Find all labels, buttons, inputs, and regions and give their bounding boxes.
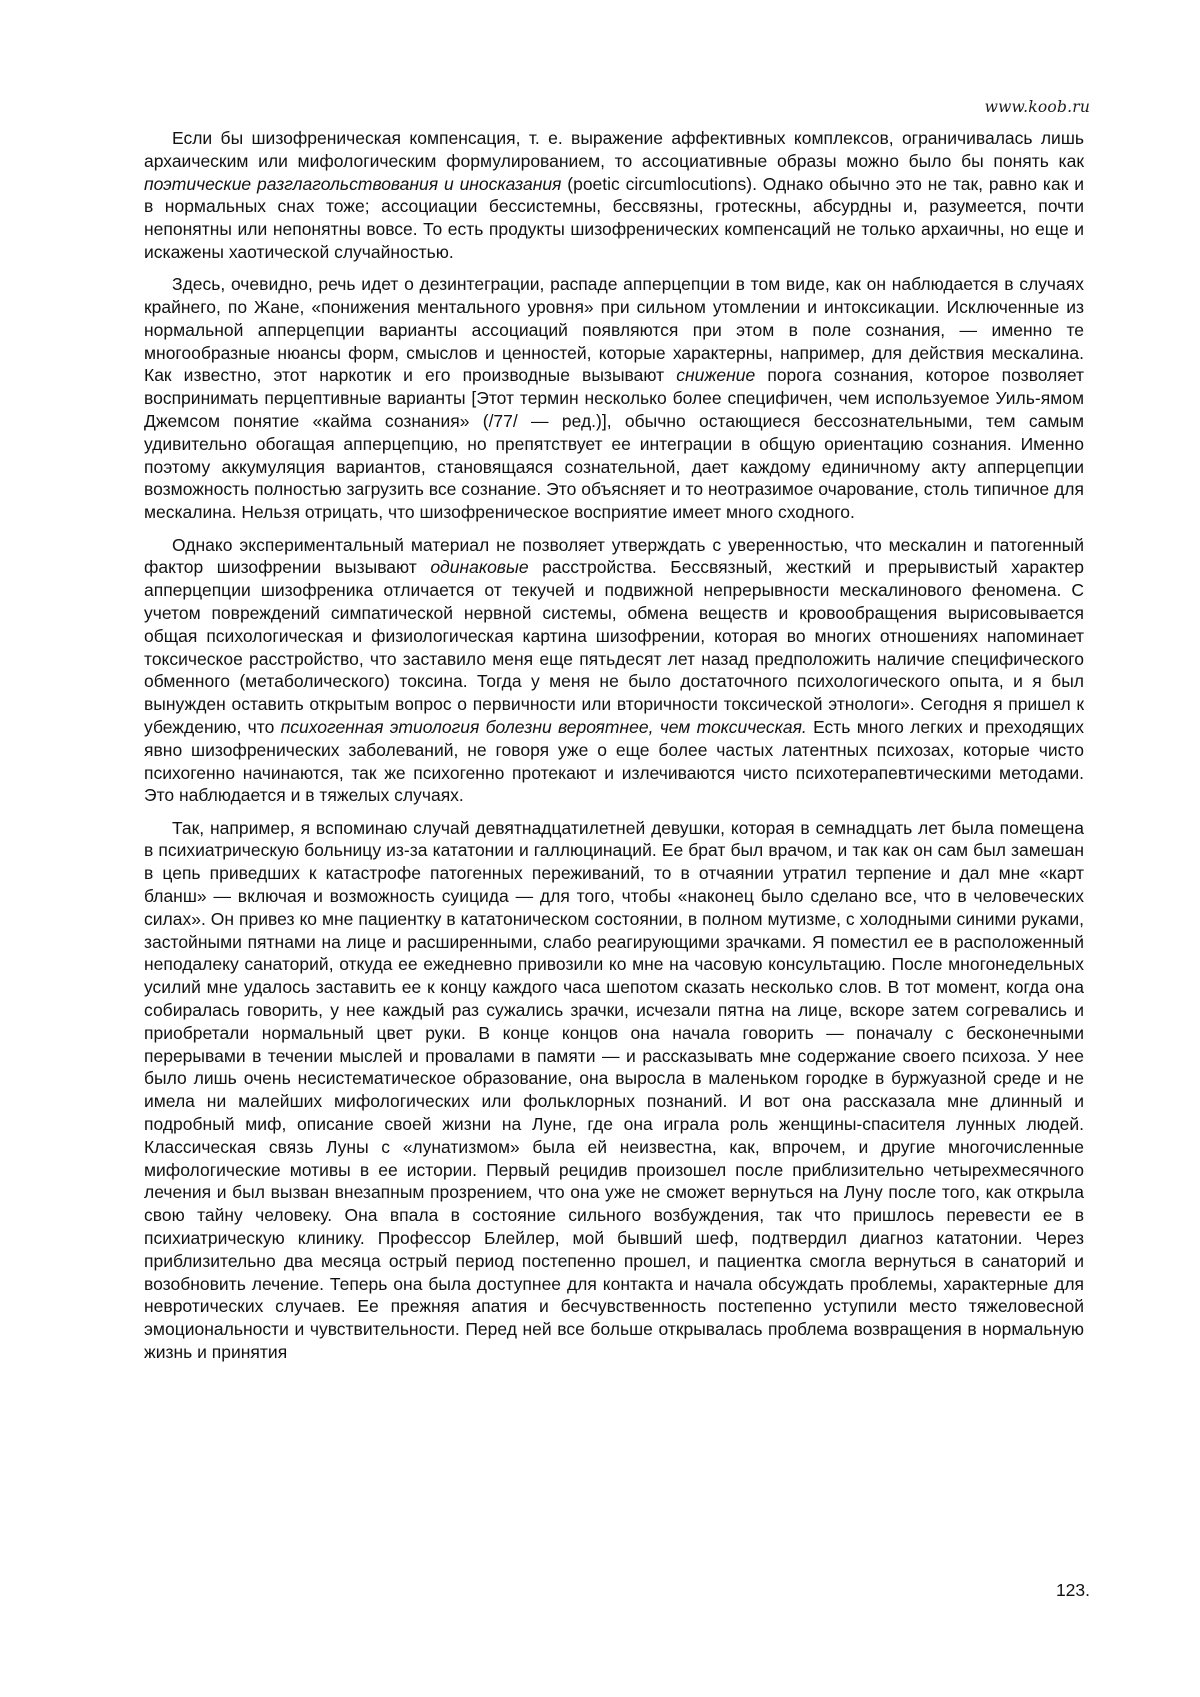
paragraph: Так, например, я вспоминаю случай девятнадцатилетней девушки, которая в семнадцать лет была помещена в психиатрическую больницу из-за кататонии и галлюцинаций. Ее брат был врачом, и так как он сам был замешан в цепь приведших к катастрофе патогенных переживаний, то в отчаянии утратил терпение и дал мне «карт бланш» — включая и возможность суицида — для того, чтобы «наконец было сделано все, что в человеческих силах». Он привез ко мне пациентку в кататоническом состоянии, в полном мутизме, с холодными синими руками, застойными пятнами на лице и расширенными, слабо реагирующими зрачками. Я поместил ее в расположенный неподалеку санаторий, откуда ее ежедневно привозили ко мне на часовую консультацию. После многонедельных усилий мне удалось заставить ее к концу каждого часа шепотом сказать несколько слов. В тот момент, когда она собиралась говорить, у нее каждый раз сужались зрачки, исчезали пятна на лице, вскоре затем согревались и приобретали нормальный цвет руки. В конце концов она начала говорить — поначалу с бесконечными перерывами в течении мыслей и провалами в памяти — и рассказывать мне содержание своего психоза. У нее было лишь очень несистематическое образование, она выросла в маленьком городке в буржуазной среде и не имела ни малейших мифологических или фольклорных познаний. И вот она рассказала мне длинный и подробный миф, описание своей жизни на Луне, где она играла роль женщины-спасителя лунных людей. Классическая связь Луны с «лунатизмом» была ей неизвестна, как, впрочем, и другие многочисленные мифологические мотивы в ее истории. Первый рецидив произошел после приблизительно четырехмесячного лечения и был вызван внезапным прозрением, что она уже не сможет вернуться на Луну после того, как открыла свою тайну человеку. Она впала в состояние сильного возбуждения, так что пришлось перевести ее в психиатрическую клинику. Профессор Блейлер, мой бывший шеф, подтвердил диагноз кататонии. Через приблизительно два месяца острый период постепенно прошел, и пациентка смогла вернуться в санаторий и возобновить лечение. Теперь она была доступнее для контакта и начала обсуждать проблемы, характерные для невротических случаев. Ее прежняя апатия и бесчувственность постепенно уступили место тяжеловесной эмоциональности и чувствительности. Перед ней все больше открывалась проблема возвращения в нормальную жизнь и принятия xyxy=(144,817,1084,1362)
emphasis-text: одинаковые xyxy=(430,557,529,578)
emphasis-text: снижение xyxy=(676,365,756,386)
emphasis-text: поэтические разглагольствования и иносказания xyxy=(144,173,562,194)
site-watermark: www.koob.ru xyxy=(984,98,1090,116)
body-text xyxy=(144,127,1084,1373)
paragraph: Однако экспериментальный материал не позволяет утверждать с уверенностью, что мескалин и патогенный фактор шизофрении вызывают одинаковые расстройства. Бессвязный, жесткий и прерывистый характер апперцепции шизофреника отличается от текучей и подвижной непрерывности мескалинового феномена. С учетом повреждений симпатической нервной системы, обмена веществ и кровообращения вырисовывается общая психологическая и физиологическая картина шизофрении, которая во многих отношениях напоминает токсическое расстройство, что заставило меня еще пятьдесят лет назад предположить наличие специфического обменного (метаболического) токсина. Тогда у меня не было достаточного психологического опыта, и я был вынужден оставить открытым вопрос о первичности или вторичности токсической этнологи». Сегодня я пришел к убеждению, что психогенная этиология болезни вероятнее, чем токсическая. Есть много легких и преходящих явно шизофренических заболеваний, не говоря уже о еще более частых латентных психозах, которые чисто психогенно начинаются, так же психогенно протекают и излечиваются чисто психотерапевтическими методами. Это наблюдается и в тяжелых случаях. xyxy=(144,534,1085,806)
emphasis-text: психогенная этиология болезни вероятнее, чем токсическая. xyxy=(280,716,807,737)
paragraph: Если бы шизофреническая компенсация, т. е. выражение аффективных комплексов, ограничивалась лишь архаическим или мифологическим формулированием, то ассоциативные образы можно было бы понять как поэтические разглагольствования и иносказания (poetic circumlocutions). Однако обычно это не так, равно как и в нормальных снах тоже; ассоциации бессистемны, бессвязны, гротескны, абсурдны и, разумеется, почти непонятны или непонятны вовсе. То есть продукты шизофренических компенсаций не только архаичны, но еще и искажены хаотической случайностью. xyxy=(144,128,1084,262)
page-number: 123. xyxy=(1055,1580,1090,1600)
paragraph: Здесь, очевидно, речь идет о дезинтеграции, распаде апперцепции в том виде, как он наблюдается в случаях крайнего, по Жане, «понижения ментального уровня» при сильном утомлении и интоксикации. Исключенные из нормальной апперцепции варианты ассоциаций появляются при этом в поле сознания, — именно те многообразные нюансы форм, смыслов и ценностей, которые характерны, например, для действия мескалина. Как известно, этот наркотик и его производные вызывают снижение порога сознания, которое позволяет воспринимать перцептивные варианты [Этот термин несколько более специфичен, чем используемое Уиль-ямом Джемсом понятие «кайма сознания» (/77/ — ред.)], обычно остающиеся бессознательными, тем самым удивительно обогащая апперцепцию, но препятствует ее интеграции в общую ориентацию сознания. Именно поэтому аккумуляция вариантов, становящаяся сознательной, дает каждому единичному акту апперцепции возможность полностью загрузить все сознание. Это объясняет и то неотразимое очарование, столь типичное для мескалина. Нельзя отрицать, что шизофреническое восприятие имеет много сходного. xyxy=(144,274,1084,523)
